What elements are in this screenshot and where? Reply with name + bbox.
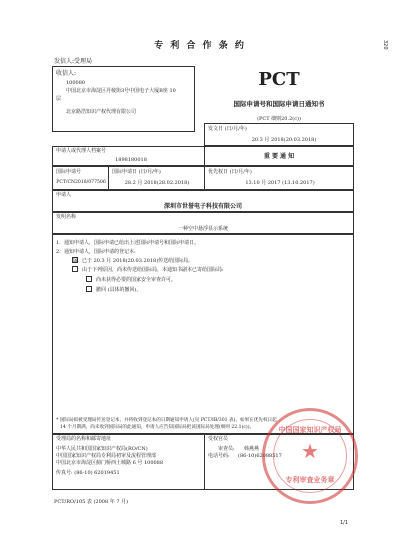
dispatch-date-value: 20.3 月 2018(20.03.2018) xyxy=(251,137,317,143)
official-seal xyxy=(262,408,358,504)
recipient-label: 收信人: xyxy=(56,70,77,77)
priority-date-label: 优先权日 (日/月/年) xyxy=(208,169,252,175)
invention-title: 一种空中悬浮显示系统 xyxy=(177,226,228,232)
applicant-name: 深圳市世誉电子科技有限公司 xyxy=(163,203,242,210)
officer-tel: (86-10)62088517 xyxy=(238,453,282,459)
officer-name-label: 审查员: xyxy=(218,446,235,452)
application-row xyxy=(52,166,354,190)
notice-title: 国际申请号和国际申请日通知书 xyxy=(233,100,325,108)
application-date-value: 28.2 月 2018(28.02.2018) xyxy=(124,180,190,186)
office-label: 受理局的名称和邮寄地址 xyxy=(56,436,112,442)
pct-heading: PCT xyxy=(258,69,300,90)
officer-label: 受权官员 xyxy=(208,436,229,442)
invention-label: 发明名称 xyxy=(56,214,77,220)
officer-tel-label: 电话号码: xyxy=(208,453,230,459)
footnote-line-1: * 国际局拟被受理局传送登记本，并将收到登记本的日期通知申请人(见 PCT/IB/301 表)。如果在优先权日起 xyxy=(56,418,277,423)
dispatch-date-label: 发文日 (日/月/年) xyxy=(208,126,247,132)
option-2a-text: 尚未获得必要的国家安全审查许可。 xyxy=(96,277,177,283)
item-1-text: 通知申请人，国际申请已给出上述国际申请号和国际申请日。 xyxy=(64,240,200,246)
option-2a-checkbox[interactable] xyxy=(86,276,92,282)
applicant-label: 申请人 xyxy=(56,192,72,198)
priority-date-value: 13.10 月 2017 (13.10.2017) xyxy=(245,180,315,186)
officer-name: 韩燕燕 xyxy=(244,446,260,452)
recipient-zip: 100080 xyxy=(66,80,86,86)
office-dept: 中国国家知识产权局专利局初审及流程管理部 xyxy=(56,453,157,459)
office-fax: 传真号: (86-10) 62019451 xyxy=(56,470,120,476)
form-code: PCT/RO/105 表 (2008 年 7 月) xyxy=(54,499,129,505)
recipient-address-1: 中国北京市海淀区丹棱街3号中国电子大厦B座 10 xyxy=(66,88,176,94)
item-1-number: 1. xyxy=(56,240,61,246)
option-2b-checkbox[interactable] xyxy=(86,286,92,292)
important-notice: 重 要 通 知 xyxy=(263,153,295,160)
document-title: 专 利 合 作 条 约 xyxy=(154,41,246,51)
application-no-value: PCT/CN2018/077506 xyxy=(56,180,106,185)
seal-star-icon: ★ xyxy=(301,439,319,463)
seal-top-text: 中国国家知识产权局 xyxy=(278,426,342,434)
office-name: 中华人民共和国国家知识产权局(RO/CN) xyxy=(56,446,148,452)
application-date-label: 国际申请日 (日/月/年) xyxy=(112,169,161,175)
office-address: 中国北京市海淀区蓟门桥西土城路 6 号 100088 xyxy=(56,460,164,466)
notice-rule: (PCT 细则20.2(c)) xyxy=(257,116,301,122)
page-number: 1/1 xyxy=(340,520,349,526)
option-2b-text: 撤回 (具体的撤回)。 xyxy=(96,287,142,293)
recipient-address-2: 层 xyxy=(56,96,62,102)
content-box xyxy=(52,234,354,434)
option-1-text: 已于 20.3 月 2018(20.03.2018)传送给国际局。 xyxy=(82,258,194,264)
seal-bottom-text: 专利审查业务章 xyxy=(285,476,335,484)
item-2-number: 2. xyxy=(56,249,61,255)
option-2-checkbox[interactable] xyxy=(72,266,78,272)
footnote-line-2: 14 个月期满，尚未收到国际局的此通知，申请人应告知国际局把该国际局处理(细则 22.1(c))。 xyxy=(60,425,255,430)
option-2-text: 由于下列原因，尚未传送给国际局，本通知书副本已寄给国际局: xyxy=(82,267,224,273)
sender-line: 发信人:受理局 xyxy=(54,58,93,65)
option-1-checkbox[interactable]: ☒ xyxy=(73,257,79,264)
item-2-text: 通知申请人，国际申请的登记本: xyxy=(64,249,136,255)
file-ref-value: 1898180018 xyxy=(115,157,147,163)
application-no-label: 国际申请号 xyxy=(56,169,82,175)
side-code: 320 xyxy=(382,40,388,50)
recipient-agency: 北京路浩知识产权代理有限公司 xyxy=(66,109,137,115)
file-ref-label: 申请人或代理人档案号 xyxy=(56,148,107,154)
